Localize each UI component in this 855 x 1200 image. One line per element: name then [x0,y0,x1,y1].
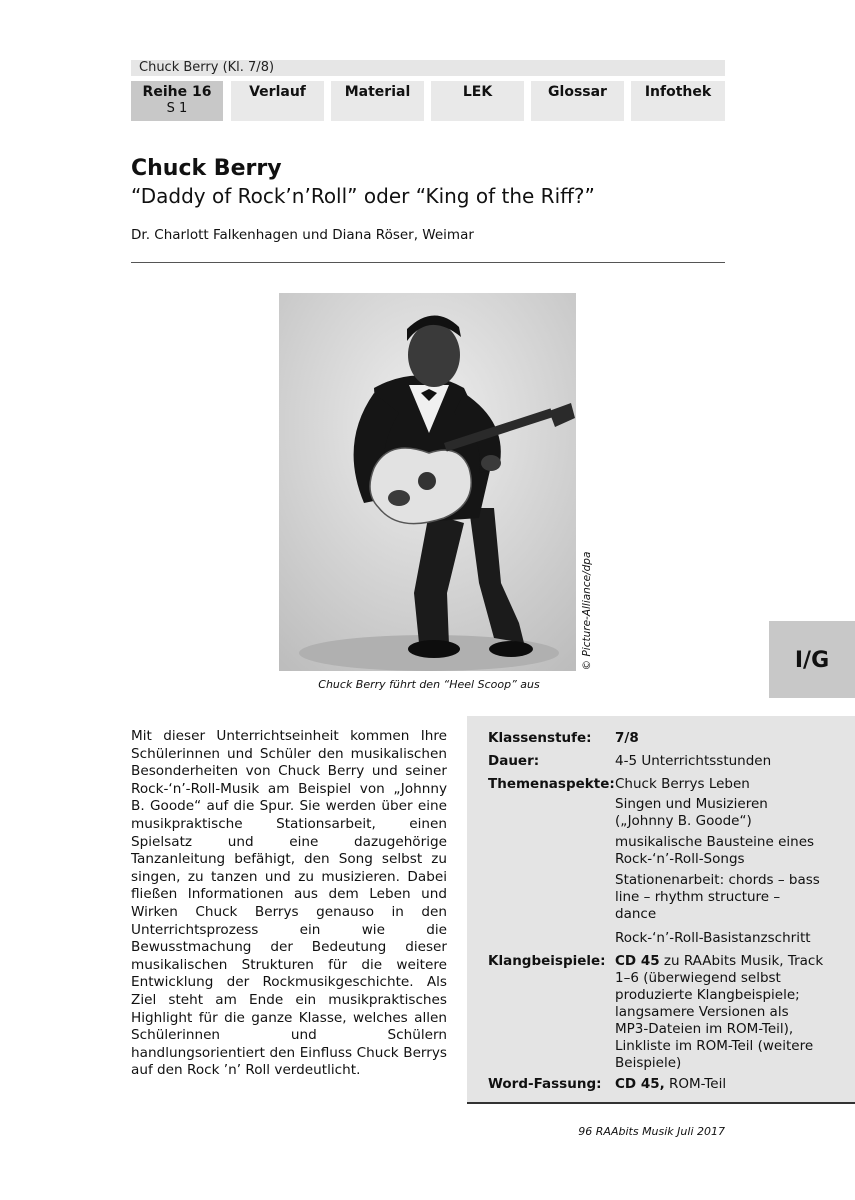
dauer-label: Dauer: [488,753,540,769]
article-title: Chuck Berry [131,156,282,181]
word-label: Word-Fassung: [488,1076,602,1092]
tab-lek[interactable] [431,81,524,121]
tab-infothek-label: Infothek [644,84,712,100]
info-box [467,716,855,1104]
dauer-value: 4-5 Unterrichtsstunden [615,753,772,769]
word-text: ROM-Teil [664,1076,727,1092]
klassenstufe-value: 7/8 [615,730,639,746]
section-marker: I/G [769,621,855,698]
tab-glossar[interactable] [531,81,624,121]
divider [131,262,725,263]
tab-material-label: Material [344,84,411,100]
klang-cd: CD 45 [615,953,660,969]
klang-value [615,953,825,1072]
chuck-berry-photo [279,293,576,671]
themen-item: Stationenarbeit: chords – bass line – rhythm structure – dance [615,872,820,922]
themen-label: Themenaspekte: [488,776,615,792]
tab-verlauf[interactable] [231,81,324,121]
article-subtitle: “Daddy of Rock’n’Roll” oder “King of the Riff?” [131,184,595,208]
intro-paragraph: Mit dieser Unterrichtseinheit kommen Ihre Schülerinnen und Schüler den musikalischen Besonderheiten von Chuck Berry und seiner Rock-‘n’-Roll-Musik am Beispiel von „Johnny B. Goode“ auf die Spur. Sie werden über eine musikpraktische Stationsarbeit, einen Spielsatz und eine dazugehörige Tanzanleitung befähigt, den Song selbst zu singen, zu tanzen und zu musizieren. Dabei fließen Informationen aus dem Leben und Wirken Chuck Berrys genauso in den Unterrichtsprozess ein wie die Bewusstmachung der Bedeutung dieser musikalischen Strukturen für die weitere Entwicklung der Rockmusikgeschichte. Als Ziel steht am Ende ein musikpraktisches Highlight für die ganze Klasse, welches allen Schülerinnen und Schülern handlungsorientiert den Einfluss Chuck Berrys auf den Rock ’n’ Roll verdeutlicht. [131,728,447,1079]
running-header: Chuck Berry (Kl. 7/8) [131,60,725,76]
photo-caption: Chuck Berry führt den “Heel Scoop” aus [318,678,540,691]
themen-item: Singen und Musizieren („Johnny B. Goode“) [615,796,768,829]
klassenstufe-label: Klassenstufe: [488,730,592,746]
themen-item: Chuck Berrys Leben [615,776,750,792]
klang-text: zu RAAbits Musik, Track 1–6 (überwiegend selbst produzierte Klangbeispiele; langsamere Versionen als MP3-Dateien im ROM-Teil), Linkliste im ROM-Teil (weitere Beispiele) [615,953,824,1071]
tab-verlauf-label: Verlauf [249,84,306,100]
guitarist-illustration [279,293,576,671]
page-footer: 96 RAAbits Musik Juli 2017 [578,1125,725,1138]
tab-glossar-label: Glossar [548,84,607,100]
themen-item: musikalische Bausteine eines Rock-‘n’-Roll-Songs [615,834,815,867]
themen-item: Rock-‘n’-Roll-Basistanzschritt [615,930,811,946]
photo-credit [577,551,597,671]
klang-label: Klangbeispiele: [488,953,606,969]
tab-infothek[interactable] [631,81,725,121]
tab-lek-label: LEK [462,84,493,100]
word-value [615,1076,825,1093]
tab-material[interactable] [331,81,424,121]
tab-reihe-label: Reihe 16 [142,84,212,100]
word-cd: CD 45, [615,1076,665,1092]
tab-reihe[interactable] [131,81,223,121]
tab-reihe-page: S 1 [166,101,188,116]
article-authors: Dr. Charlott Falkenhagen und Diana Röser, Weimar [131,227,474,243]
photo-credit-text: © Picture-Alliance/dpa [581,551,593,671]
